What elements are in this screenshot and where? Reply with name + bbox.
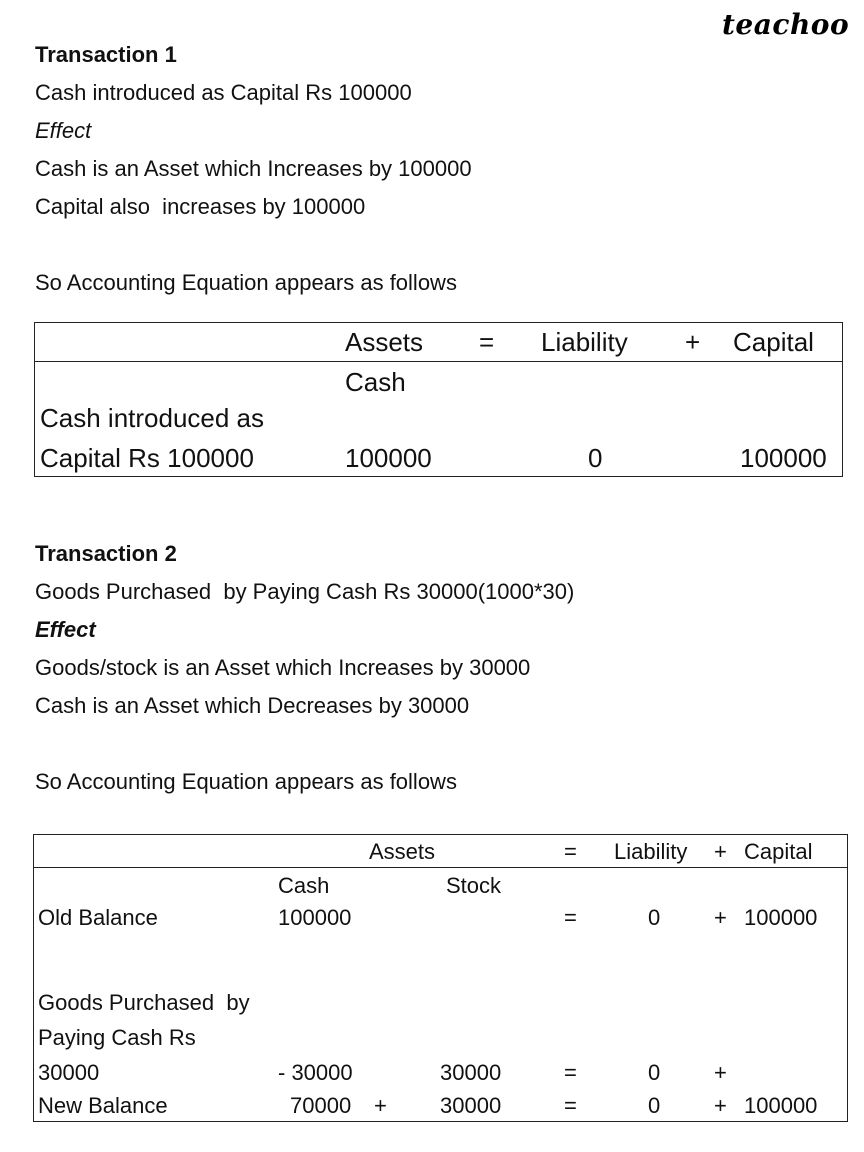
transaction2-effect-label: Effect (35, 617, 96, 642)
header-liability: Liability (541, 327, 628, 357)
row-label-line2: Capital Rs 100000 (40, 443, 254, 473)
row-new-balance-label: New Balance (38, 1093, 168, 1118)
subheader-cash: Cash (278, 873, 330, 898)
cell-liability: 0 (588, 443, 603, 473)
header-equals: = (564, 839, 577, 864)
row-new-balance-stock: 30000 (440, 1093, 502, 1118)
row-new-balance-cash: 70000 (290, 1093, 352, 1118)
header-capital: Capital (733, 327, 814, 357)
row-purchase-stock: 30000 (440, 1060, 502, 1085)
header-assets: Assets (369, 839, 436, 864)
row-old-balance-capital: 100000 (744, 905, 818, 930)
transaction1-description: Cash introduced as Capital Rs 100000 (35, 80, 412, 105)
header-plus: + (685, 327, 701, 357)
header-liability: Liability (614, 839, 688, 864)
header-equals: = (479, 327, 495, 357)
cell-capital: 100000 (740, 443, 827, 473)
transaction1-effect-2: Capital also increases by 100000 (35, 194, 366, 219)
transaction1-effect-label: Effect (35, 118, 92, 143)
row-purchase-plus: + (714, 1060, 727, 1085)
subheader-cash: Cash (345, 367, 406, 397)
row-purchase-label-line2: Paying Cash Rs (38, 1025, 196, 1050)
transaction1-effect-1: Cash is an Asset which Increases by 100000 (35, 156, 472, 181)
row-old-balance-label: Old Balance (38, 905, 158, 930)
row-new-balance-assets-plus: + (374, 1093, 387, 1118)
row-purchase-label-line1: Goods Purchased by (38, 990, 250, 1015)
row-new-balance-capital: 100000 (744, 1093, 818, 1118)
row-label-line1: Cash introduced as (40, 403, 265, 433)
teachoo-logo: teachoo (722, 8, 850, 41)
row-old-balance-plus: + (714, 905, 727, 930)
header-plus: + (714, 839, 727, 864)
row-new-balance-equals: = (564, 1093, 577, 1118)
row-old-balance-equals: = (564, 905, 577, 930)
header-divider (35, 361, 842, 362)
transaction2-effect-2: Cash is an Asset which Decreases by 30000 (35, 693, 470, 718)
row-new-balance-plus: + (714, 1093, 727, 1118)
row-purchase-equals: = (564, 1060, 577, 1085)
transaction1-summary: So Accounting Equation appears as follows (35, 270, 457, 295)
cell-cash: 100000 (345, 443, 432, 473)
row-new-balance-liability: 0 (648, 1093, 661, 1118)
header-capital: Capital (744, 839, 813, 864)
row-old-balance-liability: 0 (648, 905, 661, 930)
row-old-balance-cash: 100000 (278, 905, 352, 930)
transaction2-summary: So Accounting Equation appears as follows (35, 769, 457, 794)
transaction1-title: Transaction 1 (35, 42, 177, 67)
transaction2-effect-1: Goods/stock is an Asset which Increases by 30000 (35, 655, 531, 680)
transaction2-title: Transaction 2 (35, 541, 177, 566)
row-purchase-label-line3: 30000 (38, 1060, 100, 1085)
transaction2-description: Goods Purchased by Paying Cash Rs 30000(1000*30) (35, 579, 575, 604)
header-divider (34, 867, 847, 868)
subheader-stock: Stock (446, 873, 502, 898)
header-assets: Assets (345, 327, 424, 357)
row-purchase-liability: 0 (648, 1060, 661, 1085)
row-purchase-cash: - 30000 (278, 1060, 353, 1085)
transaction1-equation-table (34, 322, 843, 477)
transaction2-equation-table (33, 834, 848, 1122)
